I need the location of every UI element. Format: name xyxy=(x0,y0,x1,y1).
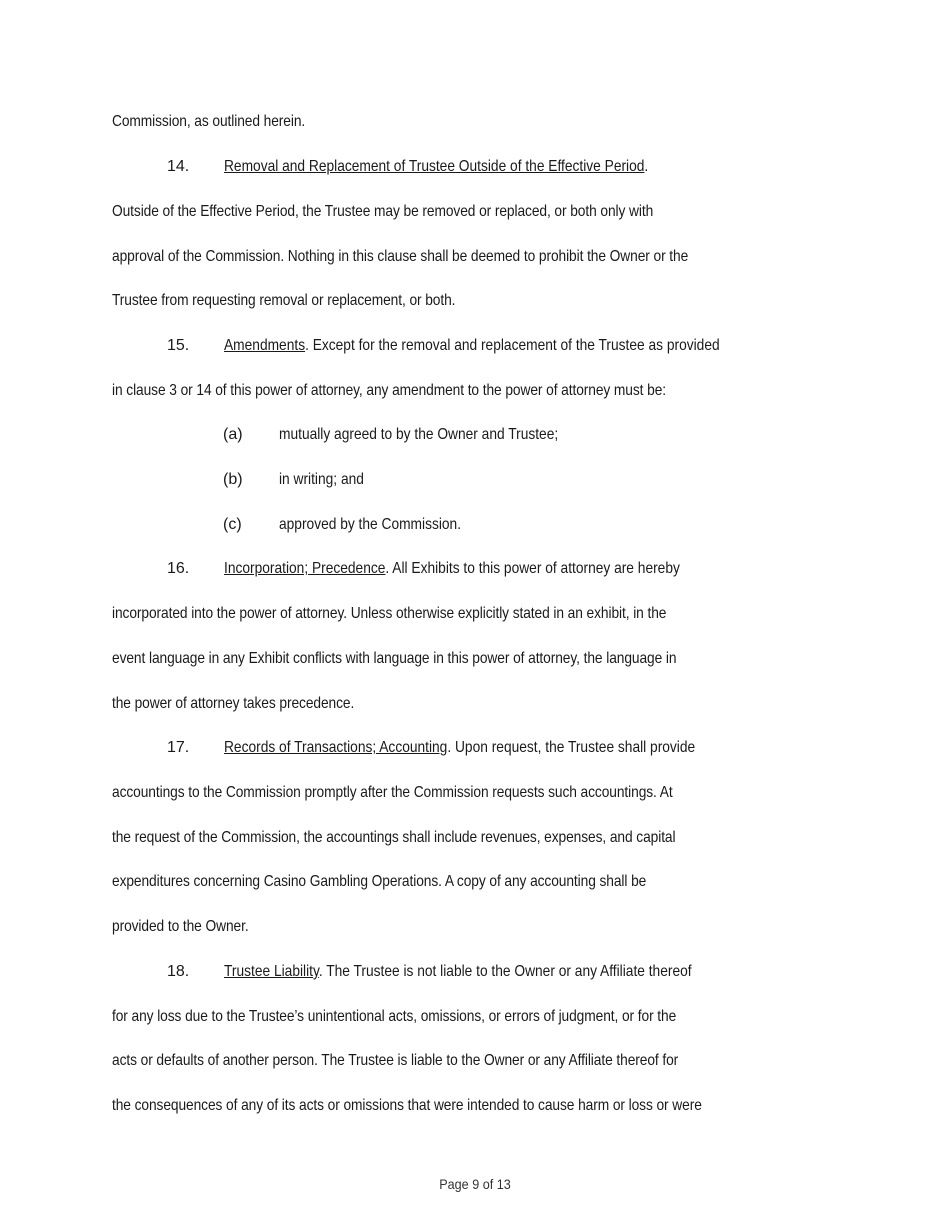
list-item-text: approved by the Commission. xyxy=(279,516,462,533)
body-line: the request of the Commission, the accountings shall include revenues, expenses, and capital xyxy=(112,829,676,846)
clause-16-heading xyxy=(224,559,680,579)
clause-17-heading xyxy=(224,738,695,758)
clause-14-heading xyxy=(224,157,648,177)
body-line: the consequences of any of its acts or omissions that were intended to cause harm or loss or were xyxy=(112,1097,702,1114)
body-line: in clause 3 or 14 of this power of attorney, any amendment to the power of attorney must be: xyxy=(112,382,667,399)
clause-heading-rest: . Except for the removal and replacement of the Trustee as provided xyxy=(305,337,720,354)
clause-18-heading xyxy=(224,962,692,982)
clause-title: Records of Transactions; Accounting xyxy=(224,739,448,756)
clause-title: Incorporation; Precedence xyxy=(224,560,386,577)
clause-title: Trustee Liability xyxy=(224,963,319,980)
list-label: (a) xyxy=(223,426,243,443)
clause-number: 14. xyxy=(167,158,190,175)
clause-heading-rest: . xyxy=(644,158,649,175)
body-line: the power of attorney takes precedence. xyxy=(112,695,355,712)
clause-15-heading xyxy=(224,336,720,356)
clause-number: 16. xyxy=(167,560,190,577)
body-line: provided to the Owner. xyxy=(112,918,249,935)
list-label: (b) xyxy=(223,471,243,488)
body-line: event language in any Exhibit conflicts with language in this power of attorney, the language in xyxy=(112,650,677,667)
clause-number: 15. xyxy=(167,337,190,354)
body-line: Commission, as outlined herein. xyxy=(112,113,306,130)
body-line: expenditures concerning Casino Gambling Operations. A copy of any accounting shall be xyxy=(112,873,647,890)
body-line: Outside of the Effective Period, the Trustee may be removed or replaced, or both only with xyxy=(112,203,654,220)
list-item-text: in writing; and xyxy=(279,471,364,488)
body-line: acts or defaults of another person. The Trustee is liable to the Owner or any Affiliate thereof for xyxy=(112,1052,679,1069)
clause-heading-rest: . Upon request, the Trustee shall provide xyxy=(447,739,696,756)
body-line: for any loss due to the Trustee’s unintentional acts, omissions, or errors of judgment, or for the xyxy=(112,1008,677,1025)
body-line: Trustee from requesting removal or replacement, or both. xyxy=(112,292,456,309)
clause-number: 17. xyxy=(167,739,190,756)
list-item-text: mutually agreed to by the Owner and Trustee; xyxy=(279,426,559,443)
clause-title: Removal and Replacement of Trustee Outside of the Effective Period xyxy=(224,158,645,175)
clause-heading-rest: . The Trustee is not liable to the Owner or any Affiliate thereof xyxy=(318,963,692,980)
list-label: (c) xyxy=(223,516,242,533)
clause-heading-rest: . All Exhibits to this power of attorney are hereby xyxy=(385,560,680,577)
clause-number: 18. xyxy=(167,963,190,980)
body-line: approval of the Commission. Nothing in this clause shall be deemed to prohibit the Owner or the xyxy=(112,248,689,265)
body-line: accountings to the Commission promptly after the Commission requests such accountings. At xyxy=(112,784,673,801)
body-line: incorporated into the power of attorney. Unless otherwise explicitly stated in an exhibit, in the xyxy=(112,605,667,622)
clause-title: Amendments xyxy=(224,337,306,354)
page-footer: Page 9 of 13 xyxy=(439,1176,511,1192)
